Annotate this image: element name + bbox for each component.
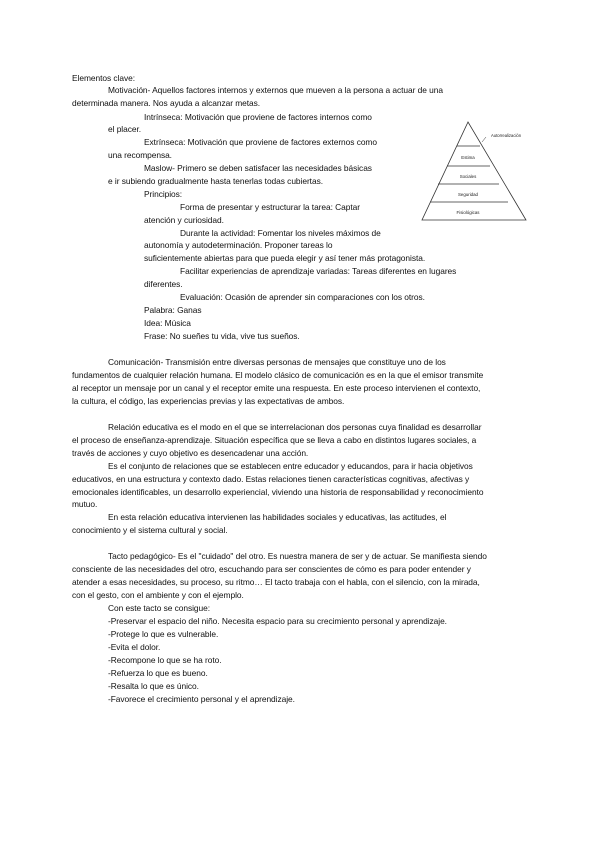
principio-text: atención y curiosidad. (144, 215, 224, 225)
relacion-text: través de acciones y cuyo objetivo es desencadenar una acción. (72, 448, 309, 458)
motivacion-text: Motivación- Aquellos factores internos y externos que mueven a la persona a actuar de una (108, 85, 443, 95)
principio-text: Facilitar experiencias de aprendizaje variadas: Tareas diferentes en lugares (180, 266, 457, 276)
extrinseca-text: una recompensa. (108, 150, 172, 160)
pyramid-level: Sociales (459, 174, 477, 179)
tacto-intro: Con este tacto se consigue: (108, 603, 211, 613)
section-heading: Elementos clave: (72, 73, 135, 83)
relacion-text: Es el conjunto de relaciones que se establecen entre educador y educandos, para ir hacia objetivos (108, 461, 473, 471)
frase-text: Frase: No sueñes tu vida, vive tus sueños. (144, 331, 300, 341)
tacto-text: Tacto pedagógico- Es el "cuidado" del otro. Es nuestra manera de ser y de actuar. Se manifiesta siendo (108, 551, 487, 561)
pyramid-level: Seguridad (457, 192, 479, 197)
comunicacion-text: al receptor un mensaje por un canal y el receptor emite una respuesta. En este proceso intervienen el contexto, (72, 383, 481, 393)
principios-label: Principios: (144, 189, 183, 199)
comunicacion-text: fundamentos de cualquier relación humana. El modelo clásico de comunicación es en la que el emisor transmite (72, 370, 484, 380)
pyramid-level: Fisiológicas (456, 210, 480, 215)
tacto-list-item: -Refuerza lo que es bueno. (108, 668, 208, 678)
relacion-text: emocionales identificables, un desarrollo experiencial, viviendo una historia de responsabilidad y reconocimiento (72, 487, 484, 497)
tacto-list-item: -Evita el dolor. (108, 642, 161, 652)
maslow-pyramid (420, 118, 530, 226)
relacion-text: educativos, en una estructura y contexto dado. Estas relaciones tienen características cognitivas, afectivas y (72, 474, 470, 484)
comunicacion-text: Comunicación- Transmisión entre diversas personas de mensajes que constituye uno de los (108, 357, 446, 367)
tacto-list-item: -Resalta lo que es único. (108, 681, 199, 691)
relacion-text: En esta relación educativa intervienen las habilidades sociales y educativas, las actitudes, el (108, 512, 447, 522)
maslow-text: e ir subiendo gradualmente hasta tenerlas todas cubiertas. (108, 176, 323, 186)
tacto-list-item: -Preservar el espacio del niño. Necesita espacio para su crecimiento personal y aprendizaje. (108, 616, 447, 626)
pyramid-level: Estima (461, 155, 475, 160)
principio-text: autonomía y autodeterminación. Proponer tareas lo (144, 240, 333, 250)
relacion-text: mutuo. (72, 499, 98, 509)
comunicacion-text: la cultura, el código, las experiencias previas y las expectativas de ambos. (72, 396, 345, 406)
tacto-text: con el gesto, con el ambiente y con el ejemplo. (72, 590, 244, 600)
relacion-text: Relación educativa es el modo en el que se interrelacionan dos personas cuya finalidad es desarrollar (108, 422, 482, 432)
principio-text: diferentes. (144, 279, 183, 289)
intrinseca-text: el placer. (108, 124, 142, 134)
principio-text: Durante la actividad: Fomentar los niveles máximos de (180, 228, 381, 238)
tacto-text: consciente de las necesidades del otro, escuchando para ser conscientes de cómo es para poder entender y (72, 564, 471, 574)
principio-text: suficientemente abiertas para que pueda elegir y así tener más protagonista. (144, 253, 426, 263)
principio-text: Evaluación: Ocasión de aprender sin comparaciones con los otros. (180, 292, 425, 302)
idea-text: Idea: Música (144, 318, 191, 328)
intrinseca-text: Intrínseca: Motivación que proviene de factores internos como (144, 112, 372, 122)
relacion-text: el proceso de enseñanza-aprendizaje. Situación específica que se lleva a cabo en distintos lugares sociales, a (72, 435, 477, 445)
motivacion-text: determinada manera. Nos ayuda a alcanzar metas. (72, 98, 261, 108)
tacto-list-item: -Protege lo que es vulnerable. (108, 629, 219, 639)
principio-text: Forma de presentar y estructurar la tarea: Captar (180, 202, 361, 212)
palabra-text: Palabra: Ganas (144, 305, 202, 315)
tacto-list-item: -Recompone lo que se ha roto. (108, 655, 222, 665)
maslow-text: Maslow- Primero se deben satisfacer las necesidades básicas (144, 163, 372, 173)
extrinseca-text: Extrínseca: Motivación que proviene de factores externos como (144, 137, 377, 147)
tacto-list-item: -Favorece el crecimiento personal y el aprendizaje. (108, 694, 295, 704)
pyramid-top-label: Autorrealización (491, 133, 522, 138)
tacto-text: atender a esas necesidades, su proceso, su ritmo… El tacto trabaja con el habla, con el silencio, con la mirada, (72, 577, 480, 587)
relacion-text: conocimiento y el sistema cultural y social. (72, 525, 228, 535)
